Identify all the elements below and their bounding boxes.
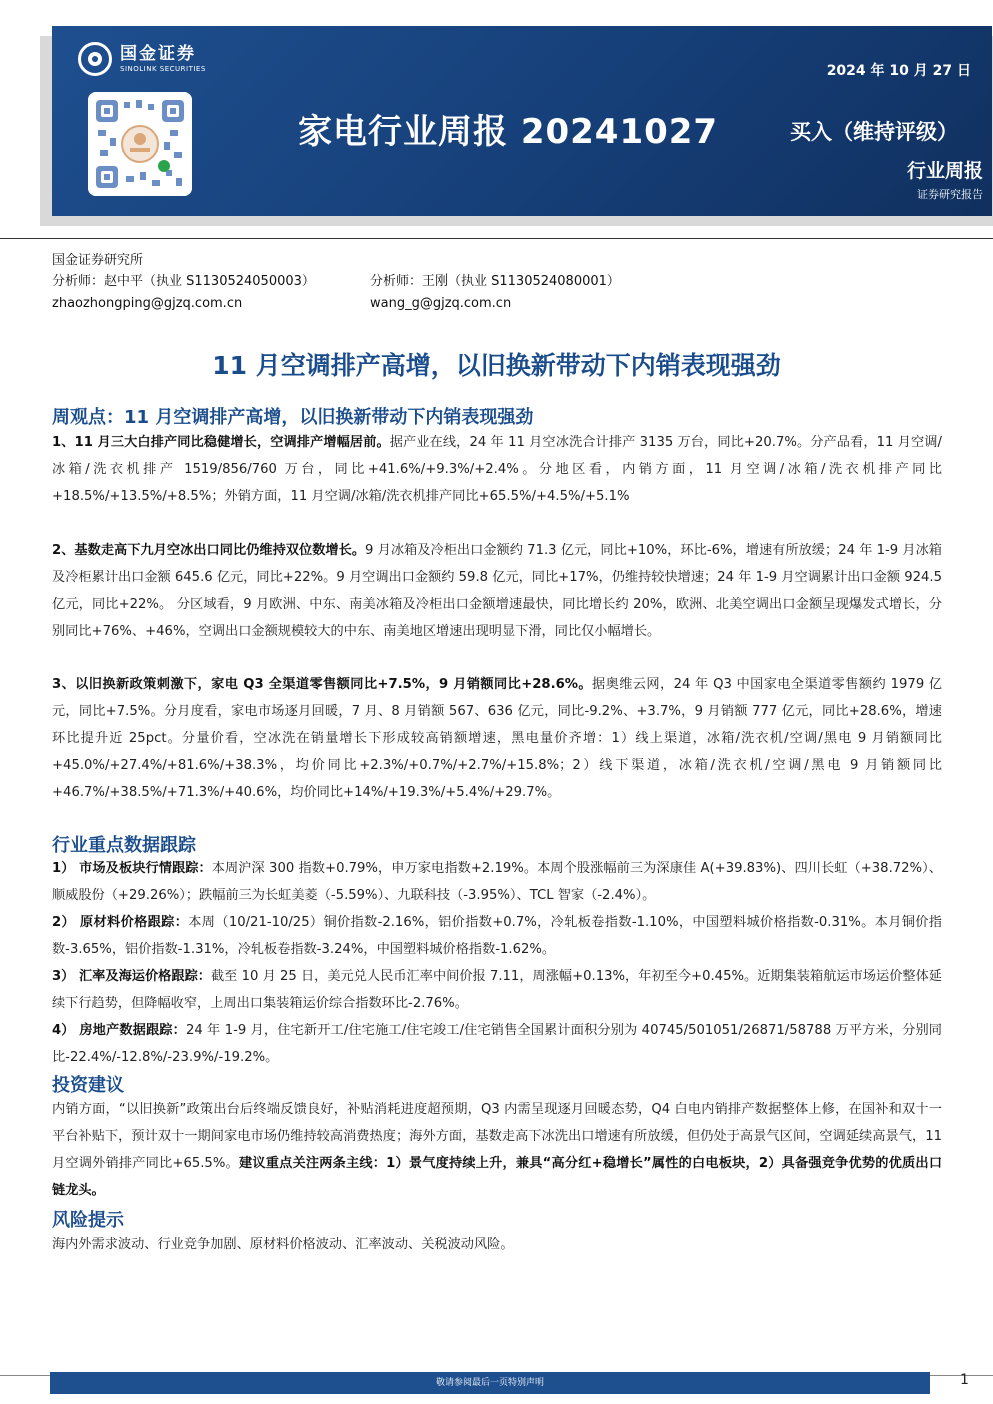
paragraph-1-lead: 1、11 月三大白排产同比稳健增长，空调排产增幅居前。: [52, 435, 390, 450]
section-title-tracking: 行业重点数据跟踪: [52, 835, 196, 856]
invest-paragraph: [52, 1096, 942, 1204]
invest-body: 内销方面，“以旧换新”政策出台后终端反馈良好，补贴消耗进度超预期，Q3 内需呈现逐月回暖态势，Q4 白电内销排产数据整体上修，在国补和双十一平台补贴下，预计双十一期间家电市场仍维持较高消费热度；海外方面，基数走高下冰洗出口增速有所放缓，但仍处于高景气区间，空调延续高景气，11 月空调外销排产同比+65.5%。: [52, 1102, 942, 1171]
tracking-item-3-body: 截至 10 月 25 日，美元兑人民币汇率中间价报 7.11，周涨幅+0.13%，年初至今+0.45%。近期集装箱航运市场运价整体延续下行趋势，但降幅收窄，上周出口集装箱运价综合指数环比-2.76%。: [52, 969, 942, 1011]
report-subtype: 证券研究报告: [917, 188, 983, 201]
paragraph-3-lead: 3、以旧换新政策刺激下，家电 Q3 全渠道零售额同比+7.5%，9 月销额同比+28.6%。: [52, 677, 593, 692]
qr-code-icon[interactable]: [88, 92, 192, 196]
section-title-view: 周观点：11 月空调排产高增，以旧换新带动下内销表现强劲: [52, 407, 534, 428]
tracking-item-4-body: 24 年 1-9 月，住宅新开工/住宅施工/住宅竣工/住宅销售全国累计面积分别为 40745/501051/26871/58788 万平方米，分别同比-22.4%/-12.8%/-23.9%/-19.2%。: [52, 1023, 942, 1065]
rating-badge: 买入（维持评级）: [790, 120, 958, 144]
tracking-item-1-lead: 1） 市场及板块行情跟踪：: [52, 861, 212, 876]
tracking-item-2: [52, 909, 942, 963]
logo-cn: 国金证券: [120, 44, 196, 64]
company-logo: [78, 42, 206, 76]
institute-name: 国金证券研究所: [52, 253, 144, 268]
paragraph-2: [52, 537, 942, 645]
paragraph-1-body: 据产业在线，24 年 11 月空冰洗合计排产 3135 万台，同比+20.7%。分产品看，11 月空调/冰箱/洗衣机排产 1519/856/760 万台，同比+41.6%/+9.3%/+2.4%。分地区看，内销方面，11 月空调/冰箱/洗衣机排产同比+18.5%/+13.5%/+8.5%；外销方面，11 月空调/冰箱/洗衣机排产同比+65.5%/+4.5%/+5.1%: [52, 435, 942, 504]
analyst-2-name: 分析师：王刚（执业 S1130524080001）: [370, 274, 620, 289]
headline: 11 月空调排产高增，以旧换新带动下内销表现强劲: [212, 351, 781, 380]
invest-lead: 建议重点关注两条主线：1）景气度持续上升，兼具“高分红+稳增长”属性的白电板块，2）具备强竞争优势的优质出口链龙头。: [52, 1156, 943, 1198]
tracking-item-3-lead: 3） 汇率及海运价格跟踪：: [52, 969, 211, 984]
tracking-item-1: [52, 855, 942, 909]
risk-body: 海内外需求波动、行业竞争加剧、原材料价格波动、汇率波动、关税波动风险。: [52, 1237, 514, 1252]
analyst-2-email[interactable]: wang_g@gjzq.com.cn: [370, 296, 512, 311]
tracking-item-4: [52, 1017, 942, 1071]
analyst-1-email[interactable]: zhaozhongping@gjzq.com.cn: [52, 296, 243, 311]
report-date: 2024 年 10 月 27 日: [826, 63, 971, 79]
header-divider: [0, 238, 993, 239]
footer-disclaimer-note: 敬请参阅最后一页特别声明: [435, 1378, 544, 1388]
tracking-item-3: [52, 963, 942, 1017]
paragraph-2-body: 9 月冰箱及冷柜出口金额约 71.3 亿元，同比+10%，环比-6%，增速有所放缓；24 年 1-9 月冰箱及冷柜累计出口金额 645.6 亿元，同比+22%。9 月空调出口金额约 59.8 亿元，同比+17%，仍维持较快增速；24 年 1-9 月空调累计出口金额 924.5 亿元，同比+22%。 分区域看，9 月欧洲、中东、南美冰箱及冷柜出口金额增速最快，同比增长约 20%，欧洲、北美空调出口金额呈现爆发式增长，分别同比+76%、+46%，空调出口金额规模较大的中东、南美地区增速出现明显下滑，同比仅小幅增长。: [52, 543, 942, 639]
risk-paragraph: [52, 1231, 942, 1258]
paragraph-3-body: 据奥维云网，24 年 Q3 中国家电全渠道零售额约 1979 亿元，同比+7.5%。分月度看，家电市场逐月回暖，7 月、8 月销额 567、636 亿元，同比-9.2%、+3.7%，9 月销额 777 亿元，同比+28.6%，增速环比提升近 25pct。分量价看，空冰洗在销量增长下形成较高销额增速，黑电量价齐增：1）线上渠道，冰箱/洗衣机/空调/黑电 9 月销额同比+45.0%/+27.4%/+81.6%/+38.3%，均价同比+2.3%/+0.7%/+2.7%/+15.8%；2）线下渠道，冰箱/洗衣机/空调/黑电 9 月销额同比+46.7%/+38.5%/+71.3%/+40.6%，均价同比+14%/+19.3%/+5.4%/+29.7%。: [52, 677, 942, 800]
tracking-item-2-lead: 2） 原材料价格跟踪：: [52, 915, 189, 930]
tracking-item-4-lead: 4） 房地产数据跟踪：: [52, 1023, 186, 1038]
section-title-invest: 投资建议: [52, 1075, 124, 1096]
report-title: 家电行业周报 20241027: [298, 112, 719, 152]
tracking-item-1-body: 本周沪深 300 指数+0.79%，申万家电指数+2.19%。本周个股涨幅前三为深康佳 A(+39.83%)、四川长虹（+38.72%）、顺威股份（+29.26%）；跌幅前三为长虹美菱（-5.59%）、九联科技（-3.95%）、TCL 智家（-2.4%）。: [52, 861, 942, 903]
section-title-risk: 风险提示: [52, 1210, 124, 1231]
logo-en: SINOLINK SECURITIES: [120, 65, 206, 73]
paragraph-3: [52, 671, 942, 806]
paragraph-1: [52, 429, 942, 510]
paragraph-2-lead: 2、基数走高下九月空冰出口同比仍维持双位数增长。: [52, 543, 366, 558]
analyst-1-name: 分析师：赵中平（执业 S1130524050003）: [52, 274, 315, 289]
tracking-item-2-body: 本周（10/21-10/25）铜价指数-2.16%，铝价指数+0.7%，冷轧板卷指数-1.10%，中国塑料城价格指数-0.31%。本月铜价指数-3.65%，铝价指数-1.31%，冷轧板卷指数-3.24%，中国塑料城价格指数-1.62%。: [52, 915, 942, 957]
logo-mark-icon: [78, 42, 112, 76]
page-number: 1: [960, 1372, 969, 1388]
report-type: 行业周报: [906, 160, 983, 182]
